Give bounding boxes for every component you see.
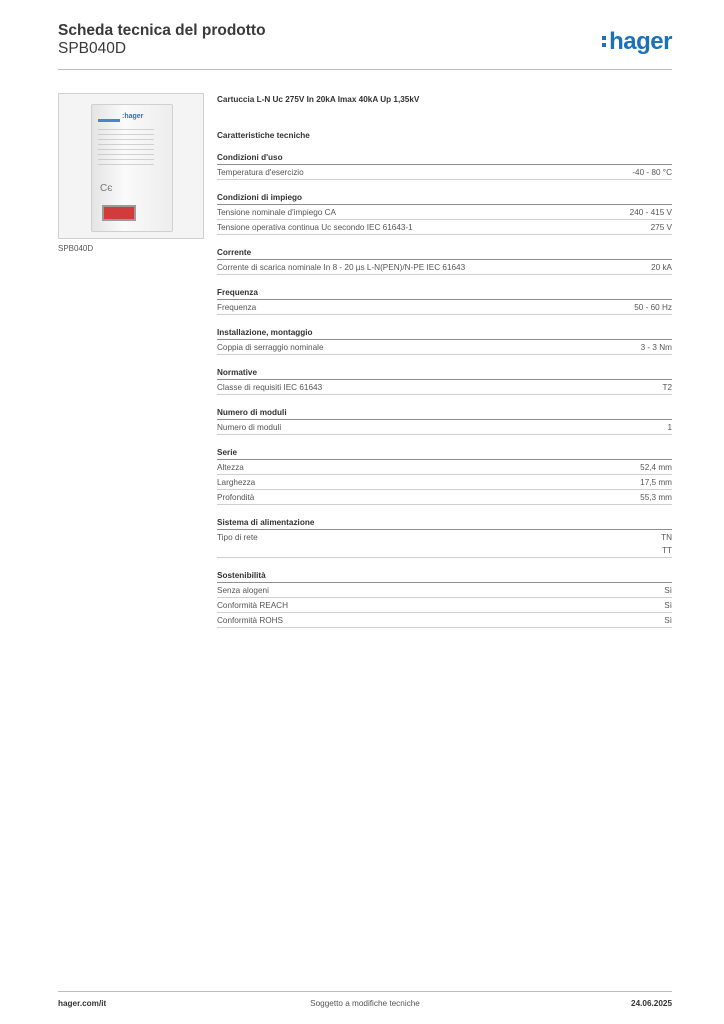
spec-value [651,261,672,274]
page-header [58,22,672,68]
spec-row [217,380,672,395]
page-subtitle: SPB040D [58,40,127,57]
spec-value-line: Sì [664,601,672,610]
spec-value [667,421,672,434]
logo-dots-icon [602,36,608,50]
hager-logo [602,28,672,56]
spec-content [217,95,672,639]
spec-label: Tipo di rete [217,533,258,542]
spec-group-title: Sostenibilità [217,569,672,583]
spec-group [217,366,672,395]
spec-label: Conformità REACH [217,601,288,610]
product-image-caption: SPB040D [58,244,94,253]
spec-group-title: Serie [217,446,672,460]
spec-value [640,491,672,504]
page-footer [58,991,672,1012]
spec-value-line: 55,3 mm [640,493,672,502]
product-description: Cartuccia L-N Uc 275V In 20kA Imax 40kA Up 1,35kV [217,95,420,104]
spec-group-title: Installazione, montaggio [217,326,672,340]
spec-row [217,420,672,435]
spec-label: Conformità ROHS [217,616,283,625]
spec-group [217,326,672,355]
spec-value [664,584,672,597]
spec-row [217,340,672,355]
spec-value [640,461,672,474]
ce-mark-icon: Cє [100,183,113,194]
spec-value-line: 17,5 mm [640,478,672,487]
device-stripe [98,119,120,122]
spec-label: Frequenza [217,303,257,312]
spec-value-line: 275 V [650,223,672,232]
spec-row [217,300,672,315]
spec-label: Profondità [217,493,255,502]
spec-label: Numero di moduli [217,423,282,432]
spec-row [217,475,672,490]
spec-value [630,206,672,219]
spec-value-line: Sì [664,616,672,625]
spec-group [217,246,672,275]
spec-label: Senza alogeni [217,586,269,595]
page-title: Scheda tecnica del prodotto [58,22,266,39]
spec-label: Tensione nominale d'impiego CA [217,208,336,217]
spec-value [662,381,672,394]
spec-label: Corrente di scarica nominale In 8 - 20 µs L-N(PEN)/N-PE IEC 61643 [217,263,466,272]
spec-group [217,516,672,558]
spec-value-line: TN [661,533,672,542]
spec-group [217,191,672,235]
spec-group [217,286,672,315]
spec-label: Coppia di serraggio nominale [217,343,324,352]
spec-group-title: Frequenza [217,286,672,300]
spec-row [217,220,672,235]
spec-group-title: Condizioni di impiego [217,191,672,205]
spec-row [217,205,672,220]
spec-groups [217,151,672,628]
spec-value-line: 240 - 415 V [629,208,672,217]
spec-group [217,406,672,435]
spec-group [217,569,672,628]
spec-heading: Caratteristiche tecniche [217,131,310,140]
spec-row [217,598,672,613]
device-brand-mark: :hager [122,113,144,120]
spec-value [641,341,672,354]
spec-row [217,530,672,558]
spec-row [217,490,672,505]
spec-row [217,583,672,598]
surge-cartridge-illustration [91,104,173,232]
spec-value-line: 20 kA [651,263,672,272]
spec-group [217,446,672,505]
spec-value [640,476,672,489]
spec-group-title: Numero di moduli [217,406,672,420]
footer-date: 24.06.2025 [631,999,672,1008]
spec-row [217,260,672,275]
spec-label: Temperatura d'esercizio [217,168,304,177]
spec-group-title: Sistema di alimentazione [217,516,672,530]
spec-row [217,460,672,475]
spec-value [651,221,672,234]
spec-label: Larghezza [217,478,256,487]
spec-row [217,613,672,628]
spec-value [632,166,672,179]
header-divider [58,69,672,70]
spec-value [664,599,672,612]
spec-value-line: 3 - 3 Nm [640,343,672,352]
spec-group-title: Normative [217,366,672,380]
spec-row [217,165,672,180]
device-status-window [102,205,136,221]
spec-value-line: 52,4 mm [640,463,672,472]
spec-value-line: 50 - 60 Hz [634,303,672,312]
logo-text: hager [609,28,672,55]
spec-label: Altezza [217,463,244,472]
spec-value-line: TT [661,546,672,555]
spec-value-line: -40 - 80 °C [632,168,672,177]
spec-value-line: Sì [664,586,672,595]
spec-value-line: 1 [667,423,672,432]
spec-value [634,301,672,314]
spec-group [217,151,672,180]
spec-group-title: Corrente [217,246,672,260]
spec-group-title: Condizioni d'uso [217,151,672,165]
spec-label: Classe di requisiti IEC 61643 [217,383,323,392]
footer-website[interactable]: hager.com/it [58,999,107,1008]
footer-note: Soggetto a modifiche tecniche [310,999,420,1008]
device-print-lines [98,129,154,167]
product-image [58,93,204,239]
spec-value-line: T2 [662,383,672,392]
spec-value [661,531,672,557]
spec-label: Tensione operativa continua Uc secondo IEC 61643-1 [217,223,413,232]
spec-value [664,614,672,627]
